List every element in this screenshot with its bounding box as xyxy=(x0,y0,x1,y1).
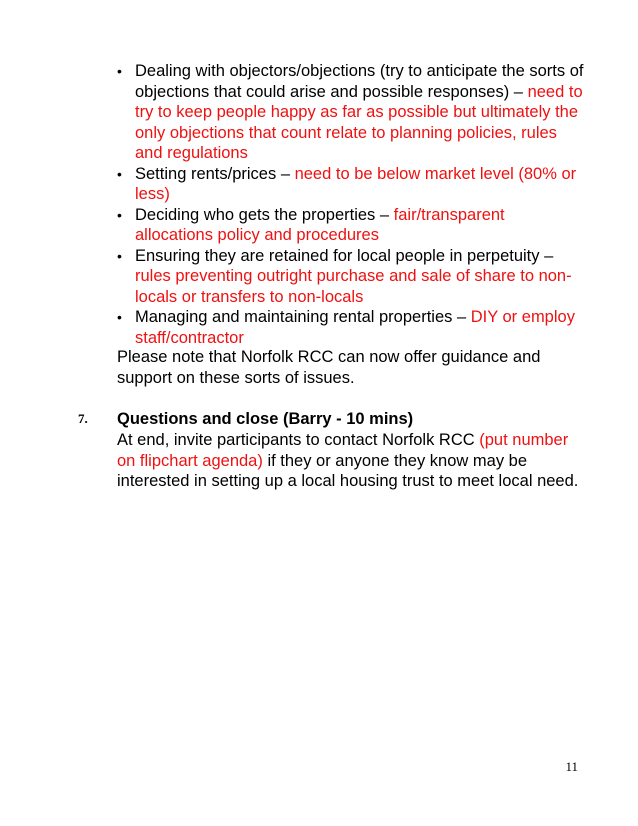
agenda-item-heading: Questions and close (Barry - 10 mins) xyxy=(117,410,414,428)
list-item-response: need to be below market level (80% or less) xyxy=(135,164,577,203)
list-item-response: rules preventing outright purchase and sale of share to non-locals or transfers to non-locals xyxy=(135,267,572,306)
list-item xyxy=(117,246,587,308)
bullet-icon: • xyxy=(117,309,122,325)
considerations-list xyxy=(117,61,587,348)
list-item-text: Dealing with objectors/objections (try to anticipate the sorts of objections that could arise and possible responses) – xyxy=(135,62,584,101)
list-item xyxy=(117,205,587,246)
list-item-response: fair/transparent allocations policy and procedures xyxy=(135,205,505,244)
list-item xyxy=(117,164,587,205)
list-item-response: need to try to keep people happy as far as possible but ultimately the only objections that count relate to planning policies, rules and regulations xyxy=(135,82,583,162)
list-item-text: Managing and maintaining rental properties – xyxy=(135,308,471,326)
agenda-item-number: 7. xyxy=(78,411,88,426)
guidance-note: Please note that Norfolk RCC can now offer guidance and support on these sorts of issues. xyxy=(117,348,541,387)
list-item-response: DIY or employ staff/contractor xyxy=(135,308,575,347)
bullet-icon: • xyxy=(117,165,122,182)
agenda-item-body xyxy=(117,430,587,492)
list-item-text: Deciding who gets the properties – xyxy=(135,205,394,224)
page-number: 11 xyxy=(565,759,578,774)
bullet-icon: • xyxy=(117,247,122,264)
agenda-body-start: At end, invite participants to contact Norfolk RCC xyxy=(117,431,480,449)
bullet-icon: • xyxy=(117,63,122,79)
list-item xyxy=(117,307,587,348)
list-item xyxy=(117,61,587,164)
list-item-text: Ensuring they are retained for local people in perpetuity – xyxy=(135,246,554,265)
bullet-icon: • xyxy=(117,206,122,223)
list-item-text: Setting rents/prices – xyxy=(135,164,295,183)
agenda-body-instruction: (put number on flipchart agenda) xyxy=(117,431,569,470)
agenda-body-end: if they or anyone they know may be interested in setting up a local housing trust to meet local need. xyxy=(117,451,579,490)
